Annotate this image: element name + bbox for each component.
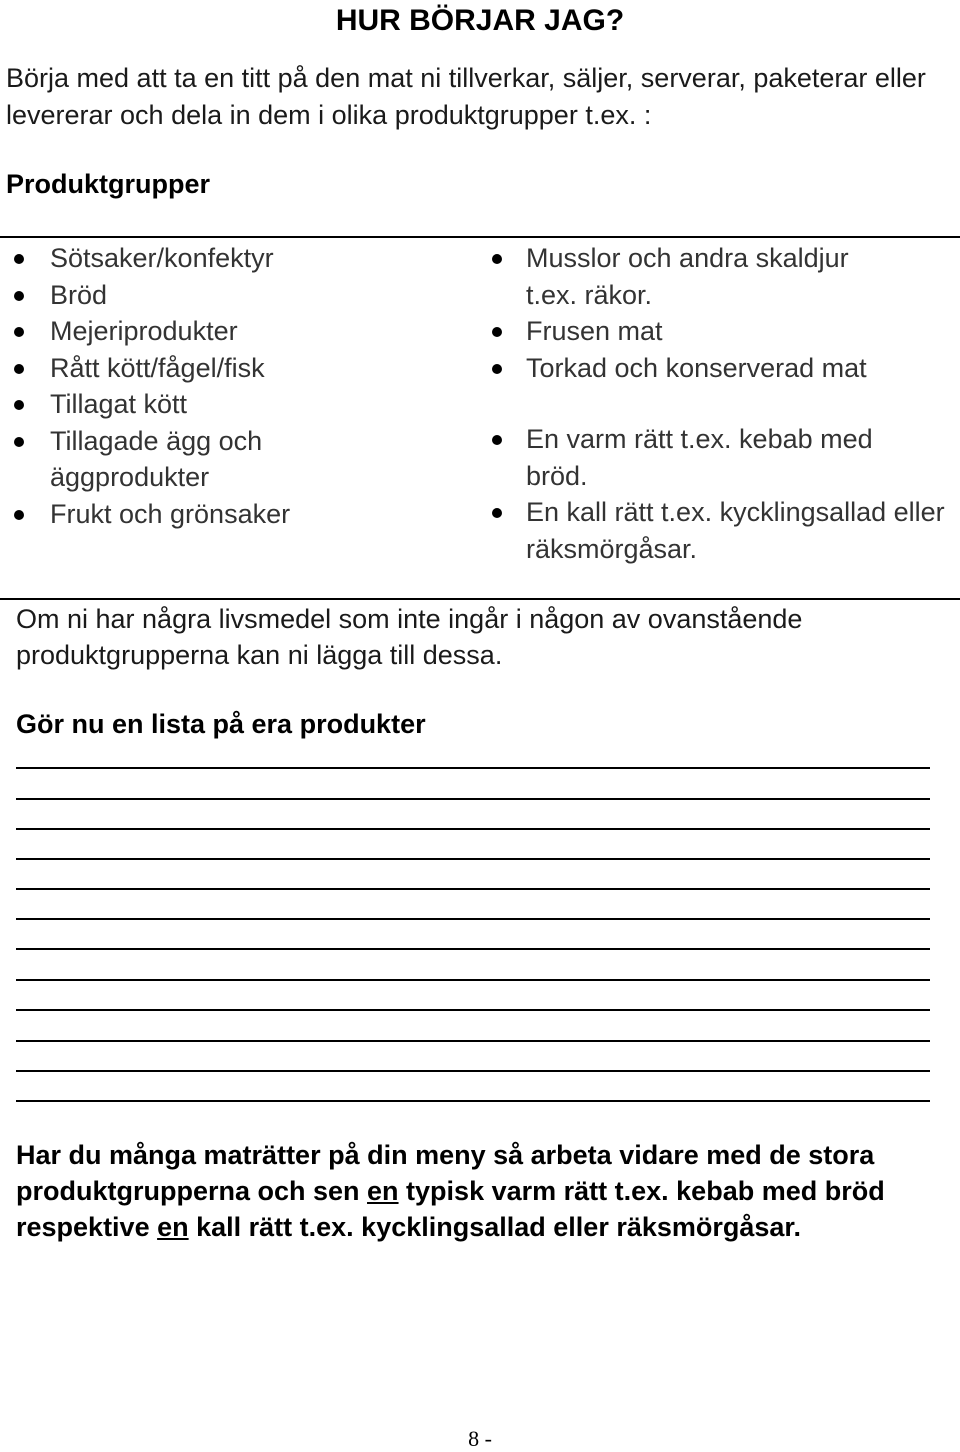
list-item-label: Musslor och andra skaldjur t.ex. räkor.: [526, 243, 849, 310]
list-item-label: Frukt och grönsaker: [50, 498, 291, 529]
write-line[interactable]: [16, 1070, 930, 1072]
write-line[interactable]: [16, 948, 930, 950]
list-item: [478, 240, 906, 313]
write-line[interactable]: [16, 798, 930, 800]
list-item-label: Tillagade ägg och äggprodukter: [50, 425, 263, 492]
closing-text: typisk varm rätt t.ex. kebab med bröd respektive: [16, 1176, 885, 1242]
write-line[interactable]: [16, 1100, 930, 1102]
bullet-icon: [14, 254, 24, 264]
list-item-label: Sötsaker/konfektyr: [50, 243, 274, 273]
page-number: 8 -: [468, 1426, 492, 1451]
list-item: [478, 350, 946, 387]
list-item: [0, 277, 350, 314]
bullet-icon: [492, 364, 502, 374]
list-item: [0, 350, 350, 387]
intro-paragraph: Börja med att ta en titt på den mat ni tillverkar, säljer, serverar, paketerar eller levererar och dela in dem i olika produktgrupper t.ex. :: [6, 63, 926, 130]
bullet-icon: [14, 510, 24, 520]
write-line[interactable]: [16, 1009, 930, 1011]
bullet-icon: [492, 435, 502, 445]
write-line[interactable]: [16, 828, 930, 830]
write-line[interactable]: [16, 767, 930, 769]
list-item-label: En varm rätt t.ex. kebab med bröd.: [526, 424, 873, 491]
bullet-icon: [492, 254, 502, 264]
bullet-icon: [14, 400, 24, 410]
closing-text: kall rätt t.ex. kycklingsallad eller räksmörgåsar.: [188, 1212, 801, 1242]
product-list-heading: Gör nu en lista på era produkter: [16, 709, 426, 739]
list-item: [478, 421, 926, 494]
list-item-label: Rått kött/fågel/fisk: [50, 352, 265, 383]
list-item-label: Mejeriprodukter: [50, 316, 238, 346]
list-item: [478, 494, 956, 567]
write-line[interactable]: [16, 888, 930, 890]
closing-text: Har du många maträtter på din meny så arbeta vidare med de stora produktgrupperna och sen: [16, 1140, 875, 1206]
product-groups-left: [0, 240, 440, 532]
page-title: HUR BÖRJAR JAG?: [335, 4, 625, 37]
closing-paragraph: [16, 1137, 941, 1245]
list-item-label: En kall rätt t.ex. kycklingsallad eller räksmörgåsar.: [526, 497, 945, 564]
list-item: [0, 313, 350, 350]
write-line[interactable]: [16, 858, 930, 860]
list-item: [0, 386, 350, 423]
table-bottom-rule: [0, 598, 960, 600]
write-line[interactable]: [16, 918, 930, 920]
list-item-label: Bröd: [50, 279, 108, 310]
list-item: [478, 313, 906, 350]
list-item-label: Tillagat kött: [50, 389, 188, 419]
table-top-rule: [0, 236, 960, 238]
bullet-icon: [14, 364, 24, 374]
product-groups-right: [478, 240, 948, 567]
list-item: [0, 240, 350, 277]
section-heading-produktgrupper: Produktgrupper: [6, 169, 211, 199]
bullet-icon: [492, 508, 502, 518]
bullet-icon: [492, 327, 502, 337]
bullet-icon: [14, 291, 24, 301]
bullet-icon: [14, 437, 24, 447]
emphasis-en: en: [367, 1176, 399, 1206]
bullet-icon: [14, 327, 24, 337]
list-item-label: Frusen mat: [526, 316, 663, 346]
list-item: [0, 496, 350, 533]
other-products-note: Om ni har några livsmedel som inte ingår i någon av ovanstående produktgrupperna kan ni lägga till dessa.: [16, 604, 803, 670]
list-item: [0, 423, 310, 496]
emphasis-en: en: [157, 1212, 189, 1242]
list-item-label: Torkad och konserverad mat: [526, 352, 867, 383]
write-line[interactable]: [16, 979, 930, 981]
write-line[interactable]: [16, 1040, 930, 1042]
